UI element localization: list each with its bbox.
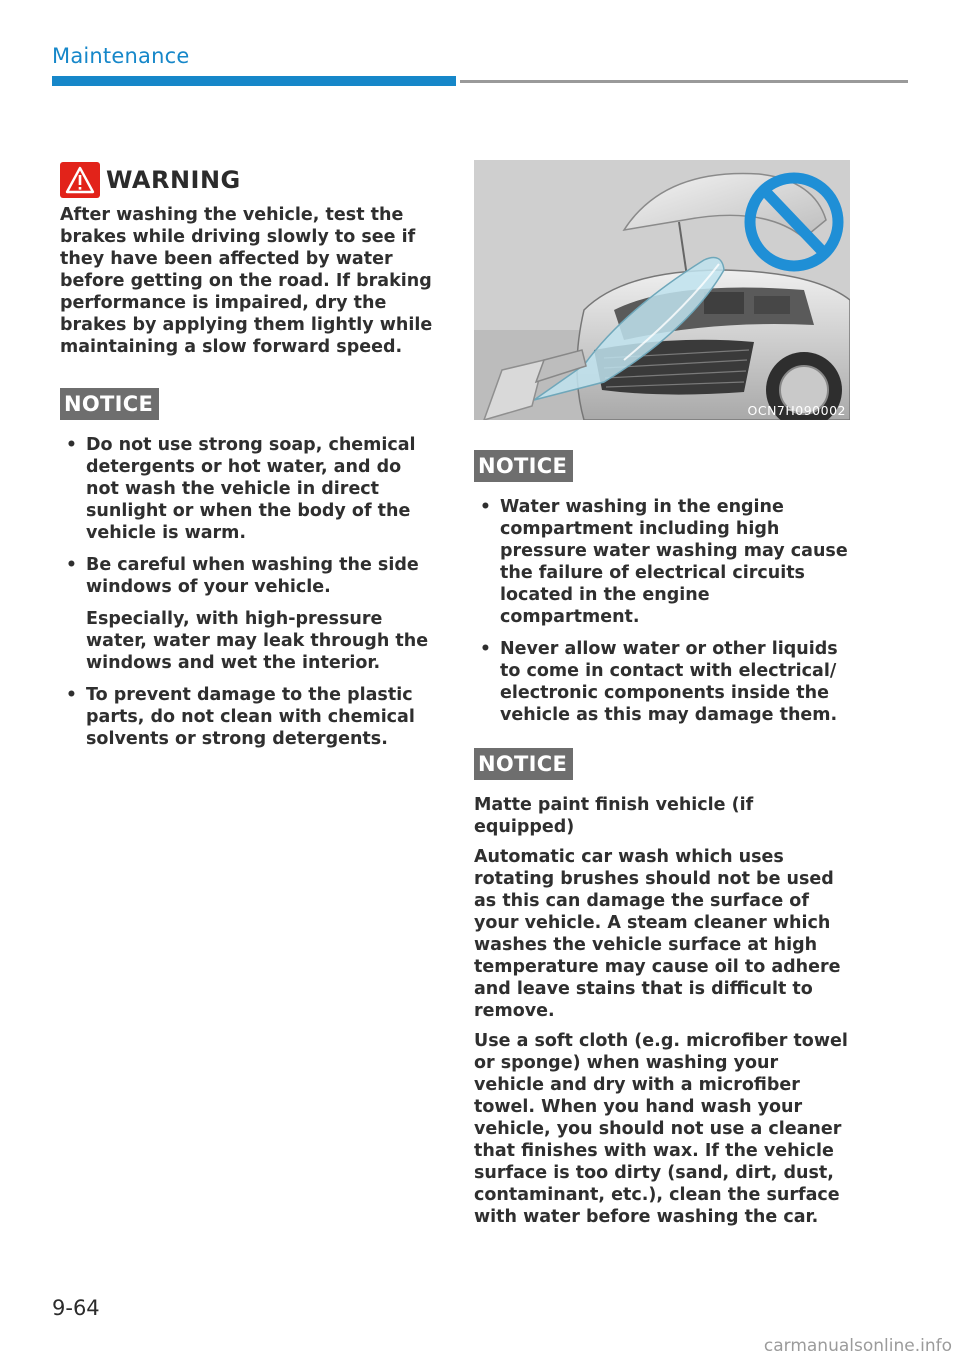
engine-wash-illustration — [474, 160, 850, 420]
list-item: • Be careful when washing the side windows of your vehicle. Especially, with high-pressure water, water may leak through the windows and wet the interior. — [60, 554, 440, 674]
notice-paragraph: Automatic car wash which uses rotating brushes should not be used as this can damage the surface of your vehicle. A steam cleaner which washes the vehicle surface at high temperature may cause oil to adhere and leave stains that is difficult to remove. — [474, 847, 841, 1021]
warning-title: WARNING — [106, 166, 241, 194]
notice-label: NOTICE — [60, 388, 159, 420]
warning-body: After washing the vehicle, test the brakes while driving slowly to see if they have been affected by water before getting on the road. If braking performance is impaired, dry the brakes by applying them lightly while maintaining a slow forward speed. — [60, 205, 433, 357]
list-item: • Never allow water or other liquids to come in contact with electrical/ electronic components inside the vehicle as this may damage them. — [474, 638, 854, 726]
left-column — [60, 160, 440, 760]
list-item: • To prevent damage to the plastic parts, do not clean with chemical solvents or strong detergents. — [60, 684, 440, 750]
watermark: carmanualsonline.info — [763, 1336, 952, 1356]
list-item: • Water washing in the engine compartment including high pressure water washing may cause the failure of electrical circuits located in the engine compartment. — [474, 496, 854, 628]
header-accent-bar — [52, 76, 456, 86]
notice-left-list — [60, 434, 440, 750]
right-column — [474, 160, 854, 1228]
notice-right-list — [474, 496, 854, 726]
notice-paragraph: Use a soft cloth (e.g. microfiber towel or sponge) when washing your vehicle and dry with a microfiber towel. When you hand wash your vehicle, you should not use a cleaner that finishes with wax. If the vehicle surface is too dirty (sand, dirt, dust, contaminant, etc.), clean the surface with water before washing the car. — [474, 1031, 848, 1227]
warning-header — [60, 160, 440, 200]
header-divider — [460, 80, 908, 83]
list-item: • Do not use strong soap, chemical detergents or hot water, and do not wash the vehicle in direct sunlight or when the body of the vehicle is warm. — [60, 434, 440, 544]
page-number: 9-64 — [52, 1296, 100, 1320]
notice-heading: Matte paint finish vehicle (if equipped) — [474, 795, 754, 837]
section-title: Maintenance — [52, 44, 190, 68]
figure-code: OCN7H090002 — [747, 403, 846, 418]
notice-label: NOTICE — [474, 450, 573, 482]
notice-label: NOTICE — [474, 748, 573, 780]
warning-triangle-icon — [60, 162, 100, 198]
list-item-detail: Especially, with high-pressure water, water may leak through the windows and wet the interior. — [86, 609, 429, 673]
